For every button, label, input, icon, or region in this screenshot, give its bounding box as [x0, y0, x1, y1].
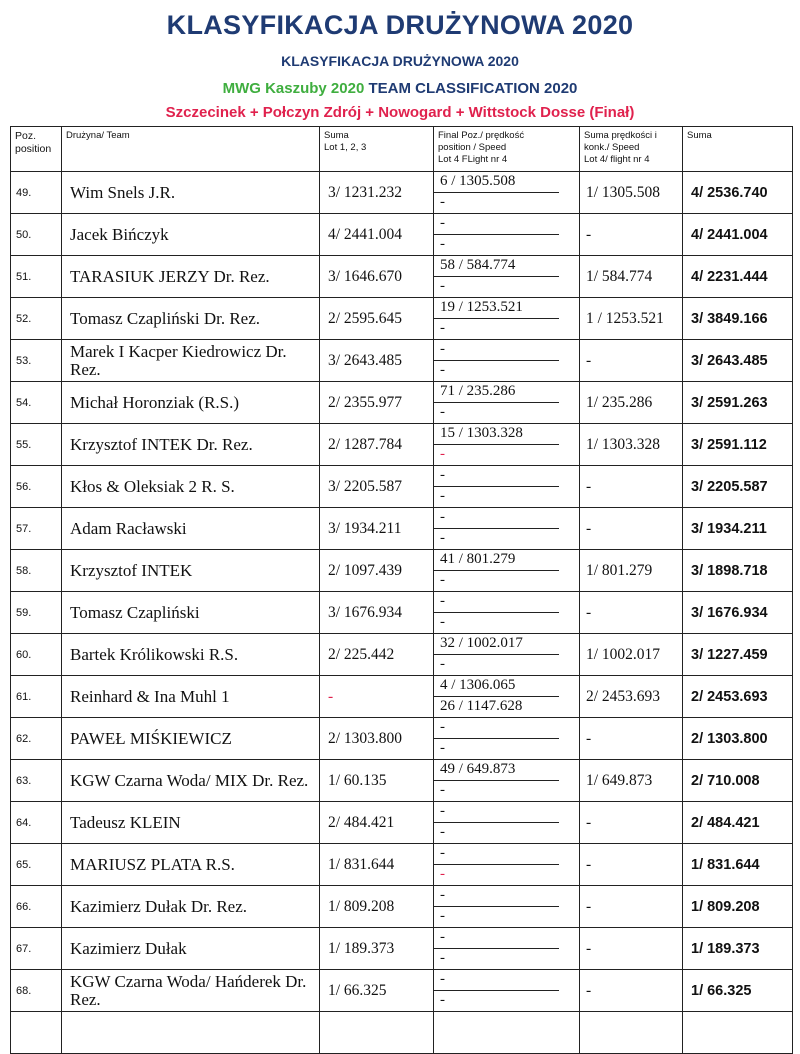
cell-position: 53. — [11, 340, 62, 382]
cell-sum: 2/ 225.442 — [320, 634, 434, 676]
cell-position: 66. — [11, 886, 62, 928]
cell-team: Jacek Bińczyk — [62, 214, 320, 256]
final-position-speed: 32 / 1002.017 — [434, 634, 559, 655]
cell-speed-sum: - — [580, 970, 683, 1012]
final-second-entry: - — [440, 782, 445, 798]
cell-team: Tomasz Czapliński Dr. Rez. — [62, 298, 320, 340]
page-subtitle: KLASYFIKACJA DRUŻYNOWA 2020 — [281, 53, 519, 69]
cell-final — [434, 802, 580, 844]
final-position-speed: 15 / 1303.328 — [434, 424, 559, 445]
cell-total: 1/ 66.325 — [683, 970, 793, 1012]
cell-total: 3/ 1227.459 — [683, 634, 793, 676]
cell-final — [434, 718, 580, 760]
column-header-final: Final Poz./ prędkość position / Speed Lot 4 FLight nr 4 — [434, 127, 580, 172]
final-position-speed: 41 / 801.279 — [434, 550, 559, 571]
column-header-team: Drużyna/ Team — [62, 127, 320, 172]
cell-final — [434, 844, 580, 886]
column-header-position: Poz. position — [11, 127, 62, 172]
cell-total: 3/ 3849.166 — [683, 298, 793, 340]
final-second-entry: - — [440, 236, 445, 252]
cell-sum: 1/ 60.135 — [320, 760, 434, 802]
cell-final — [434, 172, 580, 214]
final-second-entry: - — [440, 908, 445, 924]
final-position-speed: 6 / 1305.508 — [434, 172, 559, 193]
final-position-speed: 19 / 1253.521 — [434, 298, 559, 319]
final-second-entry: - — [440, 488, 445, 504]
cell-final — [434, 424, 580, 466]
cell-team: Bartek Królikowski R.S. — [62, 634, 320, 676]
cell-sum: 1/ 189.373 — [320, 928, 434, 970]
event-line — [0, 80, 800, 97]
cell-position: 68. — [11, 970, 62, 1012]
cell-speed-sum: - — [580, 466, 683, 508]
cell-position: 61. — [11, 676, 62, 718]
cell-team: Tomasz Czapliński — [62, 592, 320, 634]
table-header-row — [11, 127, 793, 172]
cell-total: 4/ 2231.444 — [683, 256, 793, 298]
final-position-speed: - — [434, 718, 559, 739]
cell-total: 3/ 2591.112 — [683, 424, 793, 466]
final-second-entry: - — [440, 992, 445, 1008]
final-second-entry: - — [440, 194, 445, 210]
cell-total: 1/ 809.208 — [683, 886, 793, 928]
cell-speed-sum: - — [580, 340, 683, 382]
cell-sum: 1/ 66.325 — [320, 970, 434, 1012]
cell-speed-sum: 1/ 649.873 — [580, 760, 683, 802]
final-second-entry: - — [440, 572, 445, 588]
cell-total: 2/ 1303.800 — [683, 718, 793, 760]
final-position-speed: - — [434, 928, 559, 949]
table-row — [11, 298, 793, 340]
cell-sum: - — [320, 676, 434, 718]
table-row — [11, 508, 793, 550]
cell-sum: 2/ 2595.645 — [320, 298, 434, 340]
cell-total: 2/ 710.008 — [683, 760, 793, 802]
cell-final — [434, 634, 580, 676]
empty-cell — [683, 1012, 793, 1054]
cell-team: Kazimierz Dułak Dr. Rez. — [62, 886, 320, 928]
empty-cell — [11, 1012, 62, 1054]
cell-team: Michał Horonziak (R.S.) — [62, 382, 320, 424]
column-header-sum: Suma Lot 1, 2, 3 — [320, 127, 434, 172]
cell-position: 52. — [11, 298, 62, 340]
final-position-speed: - — [434, 466, 559, 487]
cell-speed-sum: - — [580, 214, 683, 256]
cell-total: 3/ 1676.934 — [683, 592, 793, 634]
table-body — [11, 172, 793, 1054]
final-second-entry: - — [440, 614, 445, 630]
event-name: MWG Kaszuby 2020 — [222, 80, 365, 97]
cell-team: Marek I Kacper Kiedrowicz Dr. Rez. — [62, 340, 320, 382]
cell-position: 49. — [11, 172, 62, 214]
final-second-entry: - — [440, 740, 445, 756]
cell-position: 60. — [11, 634, 62, 676]
cell-final — [434, 928, 580, 970]
table-row — [11, 970, 793, 1012]
final-second-entry: - — [440, 362, 445, 378]
cell-sum: 2/ 484.421 — [320, 802, 434, 844]
classification-table — [10, 126, 793, 1054]
final-second-entry: 26 / 1147.628 — [440, 698, 523, 714]
cell-position: 65. — [11, 844, 62, 886]
final-second-entry: - — [440, 530, 445, 546]
cell-team: TARASIUK JERZY Dr. Rez. — [62, 256, 320, 298]
cell-sum: 4/ 2441.004 — [320, 214, 434, 256]
cell-team: Reinhard & Ina Muhl 1 — [62, 676, 320, 718]
final-second-entry: - — [440, 404, 445, 420]
final-second-entry: - — [440, 320, 445, 336]
table-row — [11, 592, 793, 634]
cell-sum: 3/ 2643.485 — [320, 340, 434, 382]
cell-position: 63. — [11, 760, 62, 802]
final-second-entry: - — [440, 446, 445, 462]
cell-total: 3/ 2591.263 — [683, 382, 793, 424]
final-position-speed: - — [434, 508, 559, 529]
cell-speed-sum: - — [580, 592, 683, 634]
cell-final — [434, 676, 580, 718]
cell-position: 54. — [11, 382, 62, 424]
cell-total: 2/ 2453.693 — [683, 676, 793, 718]
cell-sum: 3/ 2205.587 — [320, 466, 434, 508]
event-classification: TEAM CLASSIFICATION 2020 — [368, 80, 578, 97]
empty-cell — [320, 1012, 434, 1054]
empty-cell — [434, 1012, 580, 1054]
table-row — [11, 844, 793, 886]
cell-final — [434, 550, 580, 592]
cell-final — [434, 508, 580, 550]
final-second-entry: - — [440, 278, 445, 294]
cell-team: Tadeusz KLEIN — [62, 802, 320, 844]
cell-position: 62. — [11, 718, 62, 760]
table-row — [11, 886, 793, 928]
cell-position: 56. — [11, 466, 62, 508]
cell-position: 51. — [11, 256, 62, 298]
cell-speed-sum: - — [580, 928, 683, 970]
cell-total: 2/ 484.421 — [683, 802, 793, 844]
table-row — [11, 172, 793, 214]
cell-speed-sum: - — [580, 886, 683, 928]
cell-final — [434, 214, 580, 256]
table-row-empty — [11, 1012, 793, 1054]
cell-team: KGW Czarna Woda/ Hańderek Dr. Rez. — [62, 970, 320, 1012]
cell-position: 67. — [11, 928, 62, 970]
table-row — [11, 760, 793, 802]
cell-position: 55. — [11, 424, 62, 466]
cell-sum: 2/ 1303.800 — [320, 718, 434, 760]
final-position-speed: 49 / 649.873 — [434, 760, 559, 781]
cell-team: KGW Czarna Woda/ MIX Dr. Rez. — [62, 760, 320, 802]
final-position-speed: - — [434, 970, 559, 991]
empty-cell — [62, 1012, 320, 1054]
table-row — [11, 424, 793, 466]
cell-sum: 1/ 831.644 — [320, 844, 434, 886]
cell-position: 59. — [11, 592, 62, 634]
cell-team: Adam Racławski — [62, 508, 320, 550]
cell-speed-sum: 1/ 1002.017 — [580, 634, 683, 676]
cell-final — [434, 886, 580, 928]
cell-sum: 2/ 1287.784 — [320, 424, 434, 466]
final-position-speed: 58 / 584.774 — [434, 256, 559, 277]
final-position-speed: - — [434, 214, 559, 235]
cell-sum: 3/ 1676.934 — [320, 592, 434, 634]
table-row — [11, 466, 793, 508]
table-row — [11, 676, 793, 718]
cell-total: 3/ 2643.485 — [683, 340, 793, 382]
column-header-speed-sum: Suma prędkości i konk./ Speed Lot 4/ flight nr 4 — [580, 127, 683, 172]
cell-total: 3/ 2205.587 — [683, 466, 793, 508]
cell-final — [434, 592, 580, 634]
final-position-speed: 4 / 1306.065 — [434, 676, 559, 697]
table-row — [11, 340, 793, 382]
cell-final — [434, 970, 580, 1012]
cell-speed-sum: - — [580, 844, 683, 886]
cell-sum: 2/ 1097.439 — [320, 550, 434, 592]
final-second-entry: - — [440, 866, 445, 882]
cell-speed-sum: 2/ 2453.693 — [580, 676, 683, 718]
final-second-entry: - — [440, 950, 445, 966]
table-row — [11, 634, 793, 676]
cell-speed-sum: 1 / 1253.521 — [580, 298, 683, 340]
cell-total: 1/ 189.373 — [683, 928, 793, 970]
cell-team: MARIUSZ PLATA R.S. — [62, 844, 320, 886]
cell-speed-sum: - — [580, 802, 683, 844]
cell-position: 58. — [11, 550, 62, 592]
cell-speed-sum: - — [580, 508, 683, 550]
cell-team: Kazimierz Dułak — [62, 928, 320, 970]
cell-speed-sum: 1/ 801.279 — [580, 550, 683, 592]
cell-final — [434, 760, 580, 802]
final-position-speed: - — [434, 844, 559, 865]
final-position-speed: - — [434, 340, 559, 361]
cell-total: 4/ 2536.740 — [683, 172, 793, 214]
final-second-entry: - — [440, 824, 445, 840]
page-title: KLASYFIKACJA DRUŻYNOWA 2020 — [166, 10, 634, 40]
final-second-entry: - — [440, 656, 445, 672]
table-row — [11, 928, 793, 970]
cell-sum: 3/ 1231.232 — [320, 172, 434, 214]
cell-sum: 2/ 2355.977 — [320, 382, 434, 424]
cell-position: 50. — [11, 214, 62, 256]
cell-speed-sum: 1/ 235.286 — [580, 382, 683, 424]
cell-team: Krzysztof INTEK Dr. Rez. — [62, 424, 320, 466]
final-position-speed: - — [434, 886, 559, 907]
cell-team: Krzysztof INTEK — [62, 550, 320, 592]
cell-team: Kłos & Oleksiak 2 R. S. — [62, 466, 320, 508]
cell-total: 3/ 1898.718 — [683, 550, 793, 592]
empty-cell — [580, 1012, 683, 1054]
race-series: Szczecinek + Połczyn Zdrój + Nowogard + Wittstock Dosse (Finał) — [165, 104, 635, 121]
cell-position: 64. — [11, 802, 62, 844]
cell-sum: 3/ 1646.670 — [320, 256, 434, 298]
table-row — [11, 382, 793, 424]
cell-final — [434, 382, 580, 424]
cell-speed-sum: 1/ 584.774 — [580, 256, 683, 298]
cell-final — [434, 340, 580, 382]
cell-speed-sum: - — [580, 718, 683, 760]
cell-position: 57. — [11, 508, 62, 550]
table-row — [11, 550, 793, 592]
cell-final — [434, 298, 580, 340]
cell-sum: 1/ 809.208 — [320, 886, 434, 928]
cell-speed-sum: 1/ 1303.328 — [580, 424, 683, 466]
cell-sum: 3/ 1934.211 — [320, 508, 434, 550]
cell-team: Wim Snels J.R. — [62, 172, 320, 214]
cell-final — [434, 256, 580, 298]
final-position-speed: 71 / 235.286 — [434, 382, 559, 403]
cell-total: 3/ 1934.211 — [683, 508, 793, 550]
cell-final — [434, 466, 580, 508]
table-row — [11, 718, 793, 760]
final-position-speed: - — [434, 592, 559, 613]
table-row — [11, 214, 793, 256]
table-row — [11, 256, 793, 298]
column-header-total: Suma — [683, 127, 793, 172]
cell-team: PAWEŁ MIŚKIEWICZ — [62, 718, 320, 760]
table-row — [11, 802, 793, 844]
final-position-speed: - — [434, 802, 559, 823]
cell-total: 1/ 831.644 — [683, 844, 793, 886]
cell-total: 4/ 2441.004 — [683, 214, 793, 256]
cell-speed-sum: 1/ 1305.508 — [580, 172, 683, 214]
